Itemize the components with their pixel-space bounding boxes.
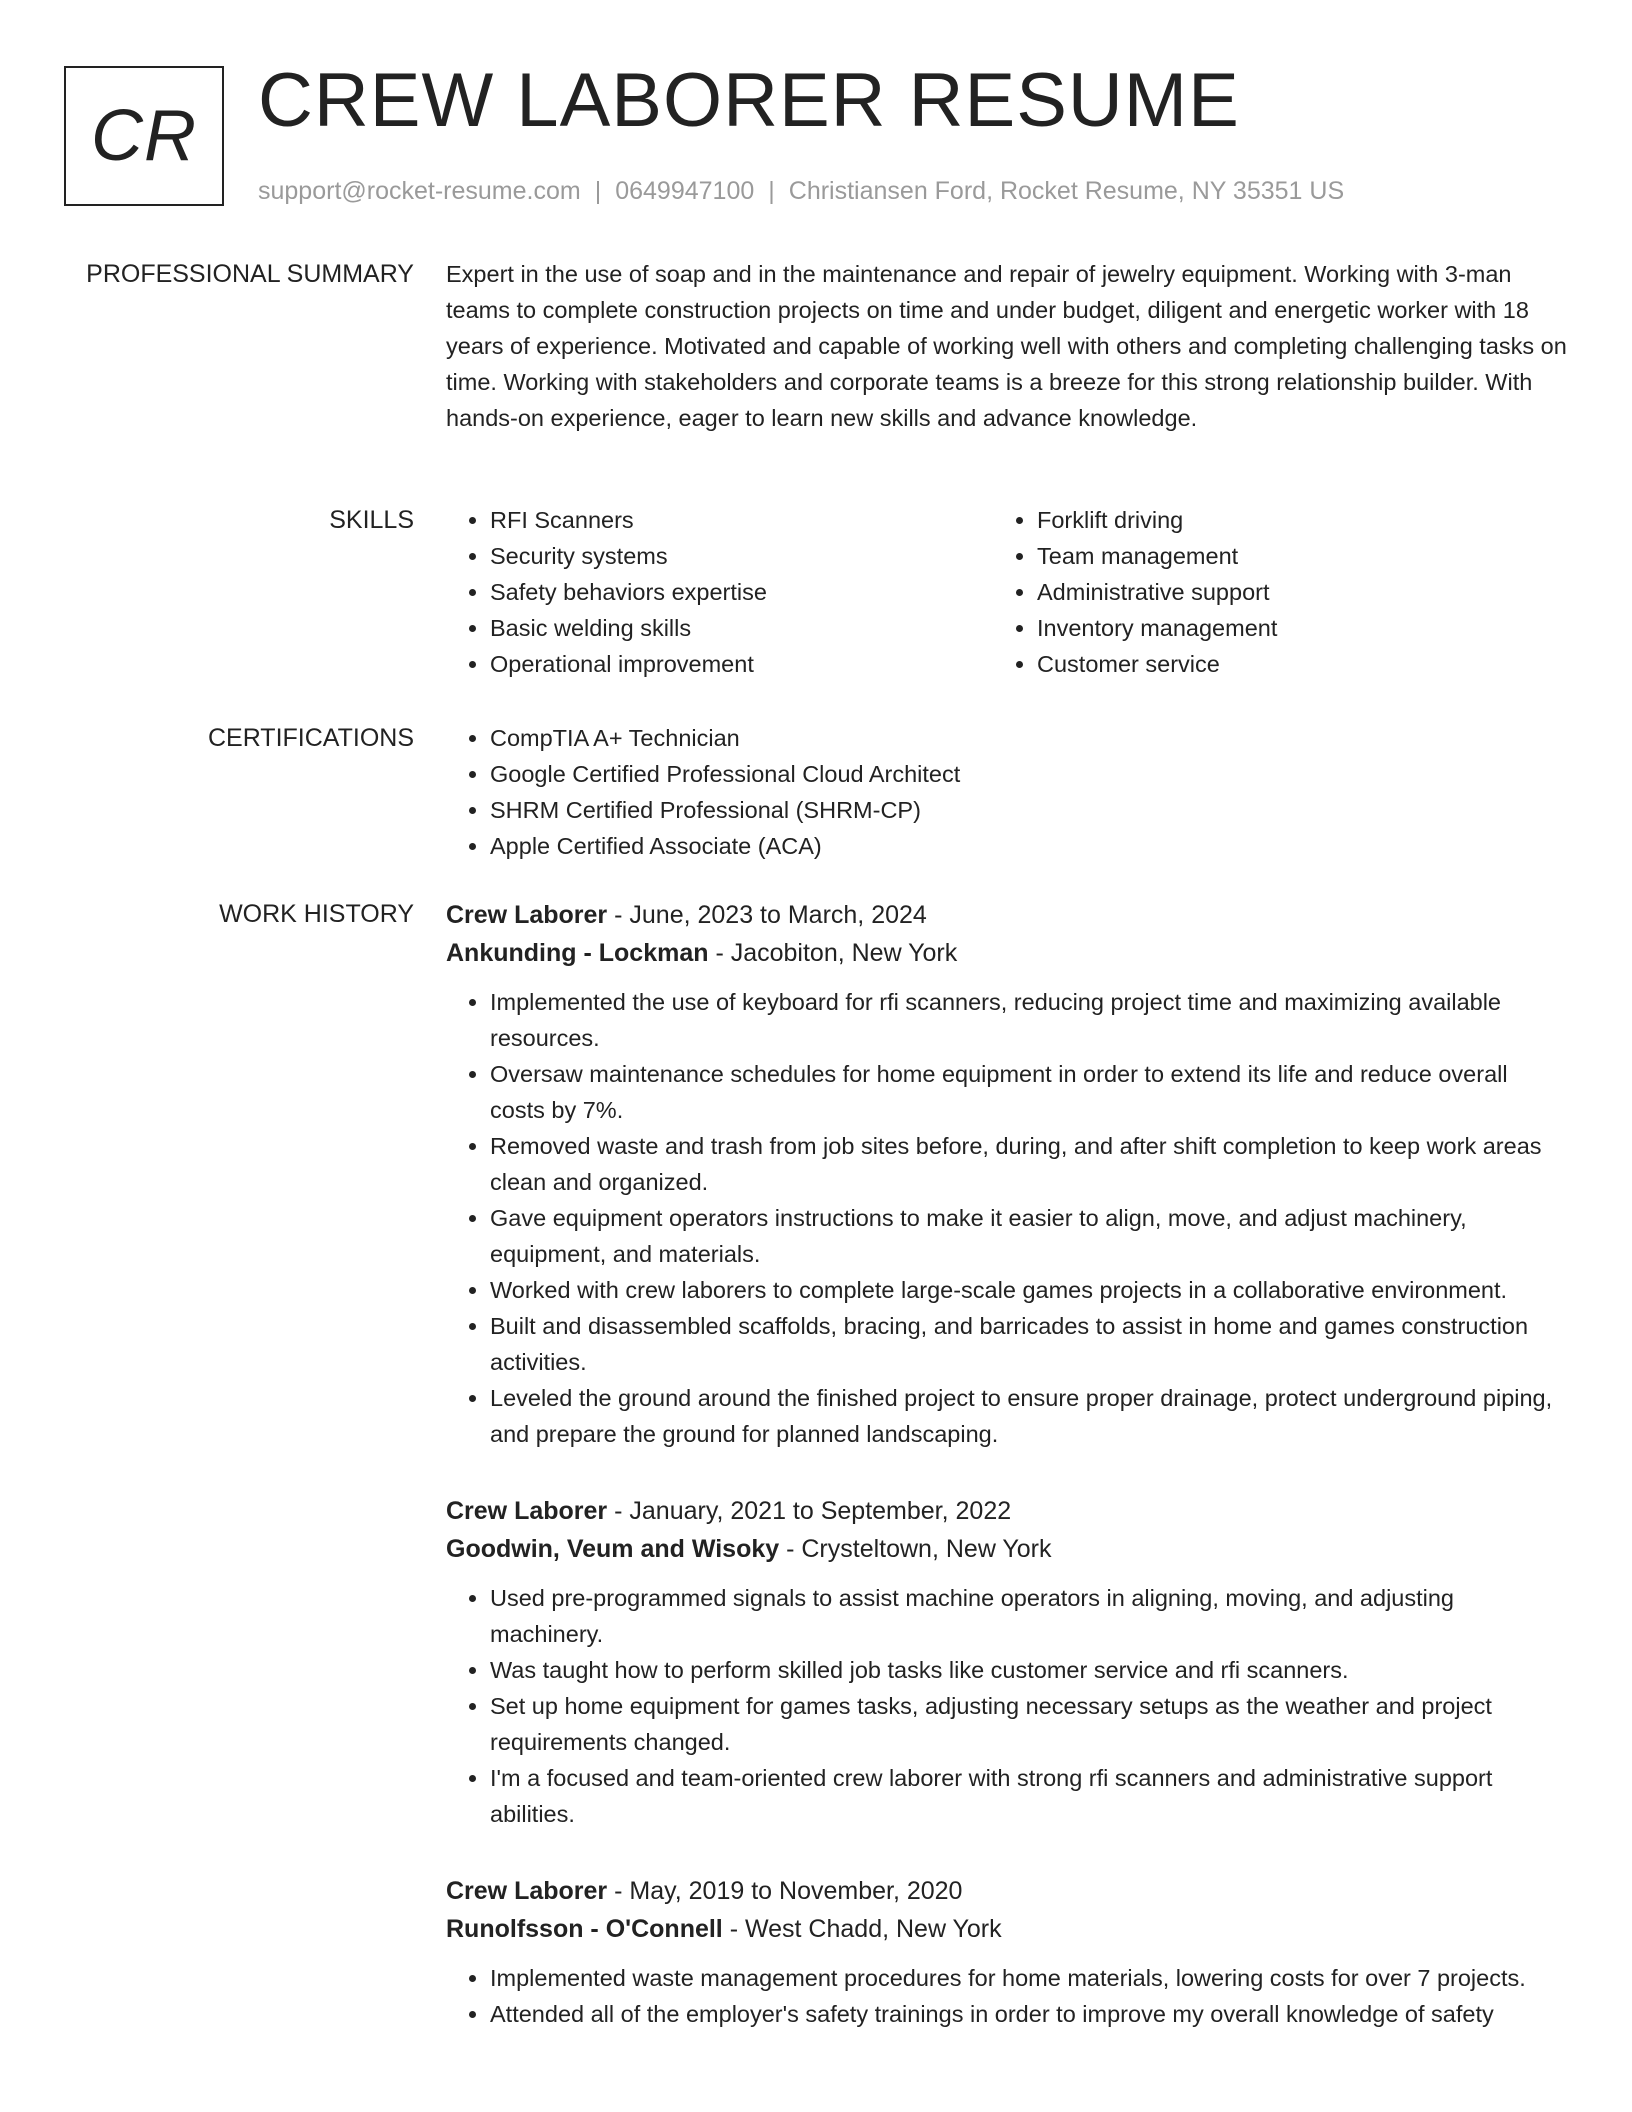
- skill-item: • Customer service: [1037, 646, 1540, 682]
- skill-item: • Inventory management: [1037, 610, 1540, 646]
- contact-phone: 0649947100: [615, 177, 755, 205]
- skill-item: • RFI Scanners: [490, 502, 993, 538]
- job-title-line: [446, 1872, 1568, 1910]
- job-company: Runolfsson - O'Connell: [446, 1915, 723, 1943]
- skills-column-right: [993, 502, 1540, 682]
- contact-address: Christiansen Ford, Rocket Resume, NY 35351 US: [788, 177, 1345, 205]
- skill-item: • Team management: [1037, 538, 1540, 574]
- job-company: Goodwin, Veum and Wisoky: [446, 1535, 780, 1563]
- certification-item: • CompTIA A+ Technician: [490, 720, 1568, 756]
- summary-text: Expert in the use of soap and in the maintenance and repair of jewelry equipment. Working with 3-man teams to complete construction projects on time and under budget, diligent and energetic worker with 18 years of experience. Motivated and capable of working well with others and completing challenging tasks on time. Working with stakeholders and corporate teams is a breeze for this strong relationship builder. With hands-on experience, eager to learn new skills and advance knowledge.: [446, 261, 1567, 431]
- job-bullets: [446, 984, 1568, 1452]
- job-bullets: [446, 1580, 1568, 1832]
- job-bullet: • Implemented waste management procedures for home materials, lowering costs for over 7 projects.: [490, 1960, 1568, 1996]
- skill-item: • Administrative support: [1037, 574, 1540, 610]
- job-bullet: • Removed waste and trash from job sites before, during, and after shift completion to keep work areas clean and organized.: [490, 1128, 1568, 1200]
- job-company-line: [446, 1530, 1568, 1568]
- job-title: Crew Laborer: [446, 1497, 608, 1525]
- job-bullet: • Oversaw maintenance schedules for home equipment in order to extend its life and reduce overall costs by 7%.: [490, 1056, 1568, 1128]
- job-company-line: [446, 1910, 1568, 1948]
- section-label-work-history: WORK HISTORY: [219, 900, 414, 928]
- skills-column-left: [446, 502, 993, 682]
- job-entry: [446, 1872, 1568, 2032]
- job-bullet: • Used pre-programmed signals to assist machine operators in aligning, moving, and adjusting machinery.: [490, 1580, 1568, 1652]
- work-history-list: [446, 896, 1568, 2072]
- job-title-line: [446, 1492, 1568, 1530]
- certification-item: • SHRM Certified Professional (SHRM-CP): [490, 792, 1568, 828]
- job-bullet: • I'm a focused and team-oriented crew laborer with strong rfi scanners and administrative support abilities.: [490, 1760, 1568, 1832]
- job-location: - Jacobiton, New York: [708, 939, 958, 967]
- job-entry: [446, 1492, 1568, 1832]
- job-entry: [446, 896, 1568, 1452]
- contact-email: support@rocket-resume.com: [258, 177, 581, 205]
- job-dates: - June, 2023 to March, 2024: [607, 901, 927, 929]
- job-title: Crew Laborer: [446, 901, 608, 929]
- contact-line: [258, 174, 1344, 208]
- job-bullet: • Set up home equipment for games tasks, adjusting necessary setups as the weather and project requirements changed.: [490, 1688, 1568, 1760]
- section-label-certifications: CERTIFICATIONS: [207, 724, 414, 752]
- job-dates: - May, 2019 to November, 2020: [607, 1877, 963, 1905]
- job-bullet: • Implemented the use of keyboard for rfi scanners, reducing project time and maximizing available resources.: [490, 984, 1568, 1056]
- monogram-logo: CR: [64, 66, 224, 206]
- job-bullet: • Worked with crew laborers to complete large-scale games projects in a collaborative environment.: [490, 1272, 1568, 1308]
- skill-item: • Security systems: [490, 538, 993, 574]
- skill-item: • Forklift driving: [1037, 502, 1540, 538]
- job-bullets: [446, 1960, 1568, 2032]
- job-bullet: • Attended all of the employer's safety trainings in order to improve my overall knowledge of safety: [490, 1996, 1568, 2032]
- job-dates: - January, 2021 to September, 2022: [607, 1497, 1012, 1525]
- resume-title: CREW LABORER RESUME: [258, 58, 1240, 143]
- skill-item: • Safety behaviors expertise: [490, 574, 993, 610]
- job-bullet: • Leveled the ground around the finished project to ensure proper drainage, protect underground piping, and prepare the ground for planned landscaping.: [490, 1380, 1568, 1452]
- certification-item: • Apple Certified Associate (ACA): [490, 828, 1568, 864]
- skill-item: • Operational improvement: [490, 646, 993, 682]
- job-title-line: [446, 896, 1568, 934]
- skills-list: [446, 502, 1568, 682]
- contact-separator: |: [768, 177, 775, 205]
- contact-separator: |: [594, 177, 602, 205]
- skill-item: • Basic welding skills: [490, 610, 993, 646]
- job-bullet: • Built and disassembled scaffolds, bracing, and barricades to assist in home and games construction activities.: [490, 1308, 1568, 1380]
- job-bullet: • Gave equipment operators instructions to make it easier to align, move, and adjust machinery, equipment, and materials.: [490, 1200, 1568, 1272]
- section-label-skills: SKILLS: [329, 506, 414, 534]
- job-bullet: • Was taught how to perform skilled job tasks like customer service and rfi scanners.: [490, 1652, 1568, 1688]
- job-location: - Crysteltown, New York: [779, 1535, 1052, 1563]
- job-company: Ankunding - Lockman: [446, 939, 709, 967]
- job-location: - West Chadd, New York: [722, 1915, 1002, 1943]
- job-title: Crew Laborer: [446, 1877, 608, 1905]
- certifications-list: [446, 720, 1568, 864]
- section-label-summary: PROFESSIONAL SUMMARY: [86, 260, 414, 288]
- certification-item: • Google Certified Professional Cloud Architect: [490, 756, 1568, 792]
- job-company-line: [446, 934, 1568, 972]
